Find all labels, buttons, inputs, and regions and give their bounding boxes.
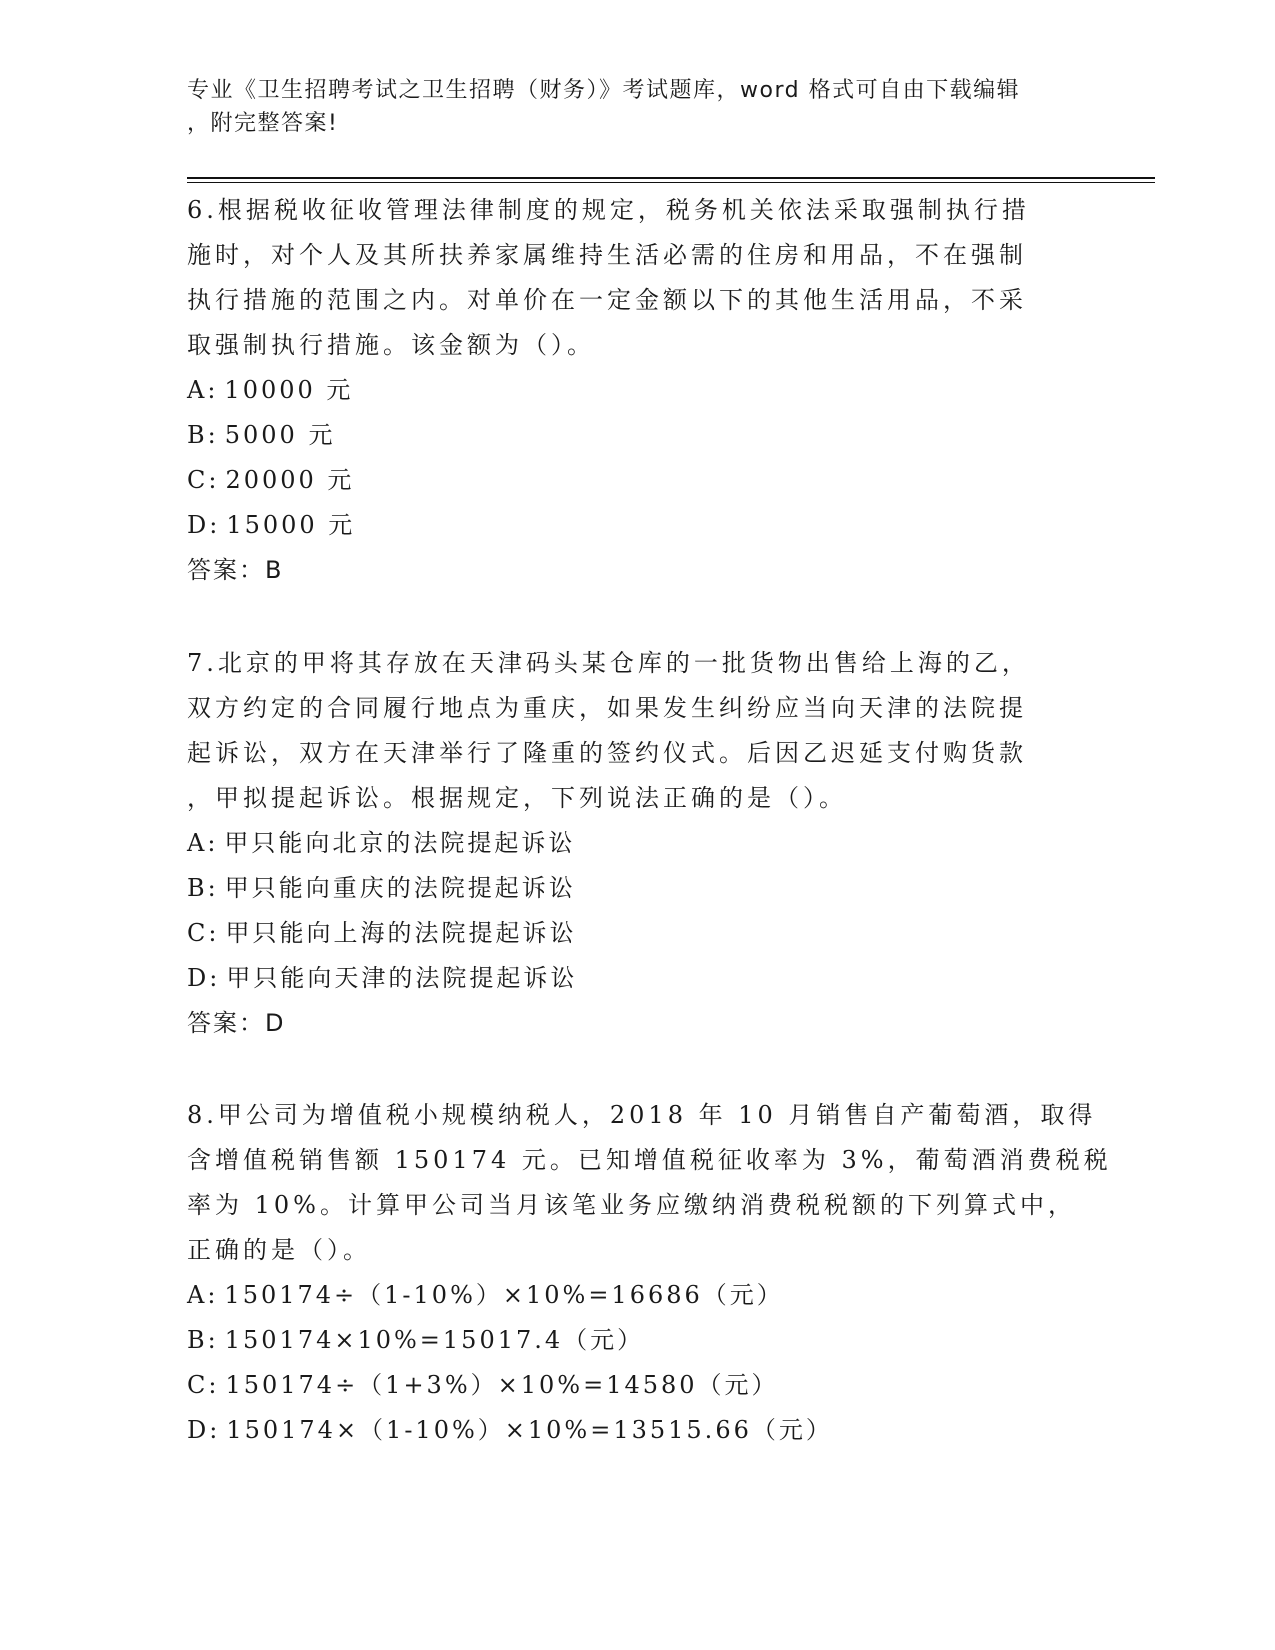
question-stem-line: 取强制执行措施。该金额为（）。 (187, 331, 595, 359)
question-stem-line: 6.根据税收征收管理法律制度的规定，税务机关依法采取强制执行措 (187, 196, 1030, 224)
document-header (187, 74, 1067, 140)
question-stem-line: 率为 10%。计算甲公司当月该笔业务应缴纳消费税税额的下列算式中， (187, 1191, 1076, 1219)
option-text: 甲只能向北京的法院提起诉讼 (224, 829, 576, 857)
question-stem-line: 双方约定的合同履行地点为重庆，如果发生纠纷应当向天津的法院提 (187, 694, 1027, 722)
option-a (187, 821, 1087, 866)
header-line-2: ，附完整答案! (187, 111, 339, 136)
option-b (187, 866, 1087, 911)
question-8 (187, 1093, 1112, 1453)
option-c (187, 1363, 1087, 1408)
question-stem-line: 8.甲公司为增值税小规模纳税人，2018 年 10 月销售自产葡萄酒，取得 (187, 1101, 1097, 1129)
option-letter: B: (187, 421, 219, 449)
option-text: 甲只能向天津的法院提起诉讼 (226, 964, 578, 992)
option-text: 150174÷（1-10%）×10%=16686（元） (224, 1281, 784, 1309)
question-stem-line: ，甲拟提起诉讼。根据规定，下列说法正确的是（）。 (187, 784, 847, 812)
question-6 (187, 188, 1087, 593)
question-stem-line: 7.北京的甲将其存放在天津码头某仓库的一批货物出售给上海的乙， (187, 649, 1030, 677)
option-c (187, 458, 1087, 503)
option-letter: A: (187, 829, 219, 857)
option-a (187, 368, 1087, 413)
header-line-1: 专业《卫生招聘考试之卫生招聘（财务）》考试题库，word 格式可自由下载编辑 (187, 78, 1021, 103)
option-text: 20000 元 (225, 466, 355, 494)
option-text: 甲只能向重庆的法院提起诉讼 (224, 874, 576, 902)
option-text: 5000 元 (224, 421, 336, 449)
option-d (187, 1408, 1087, 1453)
option-d (187, 503, 1087, 548)
answer-line: 答案：B (187, 556, 284, 584)
option-text: 150174×10%=15017.4（元） (224, 1326, 645, 1354)
option-b (187, 1318, 1087, 1363)
option-letter: D: (187, 964, 221, 992)
option-b (187, 413, 1087, 458)
option-text: 10000 元 (224, 376, 354, 404)
question-stem-line: 起诉讼，双方在天津举行了隆重的签约仪式。后因乙迟延支付购货款 (187, 739, 1027, 767)
question-stem-line: 施时，对个人及其所扶养家属维持生活必需的住房和用品，不在强制 (187, 241, 1027, 269)
option-letter: C: (187, 919, 220, 947)
option-letter: C: (187, 1371, 220, 1399)
option-text: 150174÷（1+3%）×10%=14580（元） (225, 1371, 779, 1399)
option-text: 15000 元 (226, 511, 356, 539)
question-stem-line: 正确的是（）。 (187, 1236, 371, 1264)
header-divider-thick (187, 177, 1155, 179)
option-letter: B: (187, 1326, 219, 1354)
option-letter: D: (187, 1416, 221, 1444)
option-letter: A: (187, 376, 219, 404)
option-d (187, 956, 1087, 1001)
answer-line: 答案：D (187, 1009, 286, 1037)
option-letter: D: (187, 511, 221, 539)
question-stem-line: 含增值税销售额 150174 元。已知增值税征收率为 3%，葡萄酒消费税税 (187, 1146, 1112, 1174)
header-divider-thin (187, 182, 1155, 183)
option-text: 150174×（1-10%）×10%=13515.66（元） (226, 1416, 833, 1444)
option-letter: C: (187, 466, 220, 494)
option-letter: A: (187, 1281, 219, 1309)
option-a (187, 1273, 1087, 1318)
option-text: 甲只能向上海的法院提起诉讼 (225, 919, 577, 947)
option-letter: B: (187, 874, 219, 902)
option-c (187, 911, 1087, 956)
question-7 (187, 641, 1087, 1046)
question-stem-line: 执行措施的范围之内。对单价在一定金额以下的其他生活用品，不采 (187, 286, 1027, 314)
